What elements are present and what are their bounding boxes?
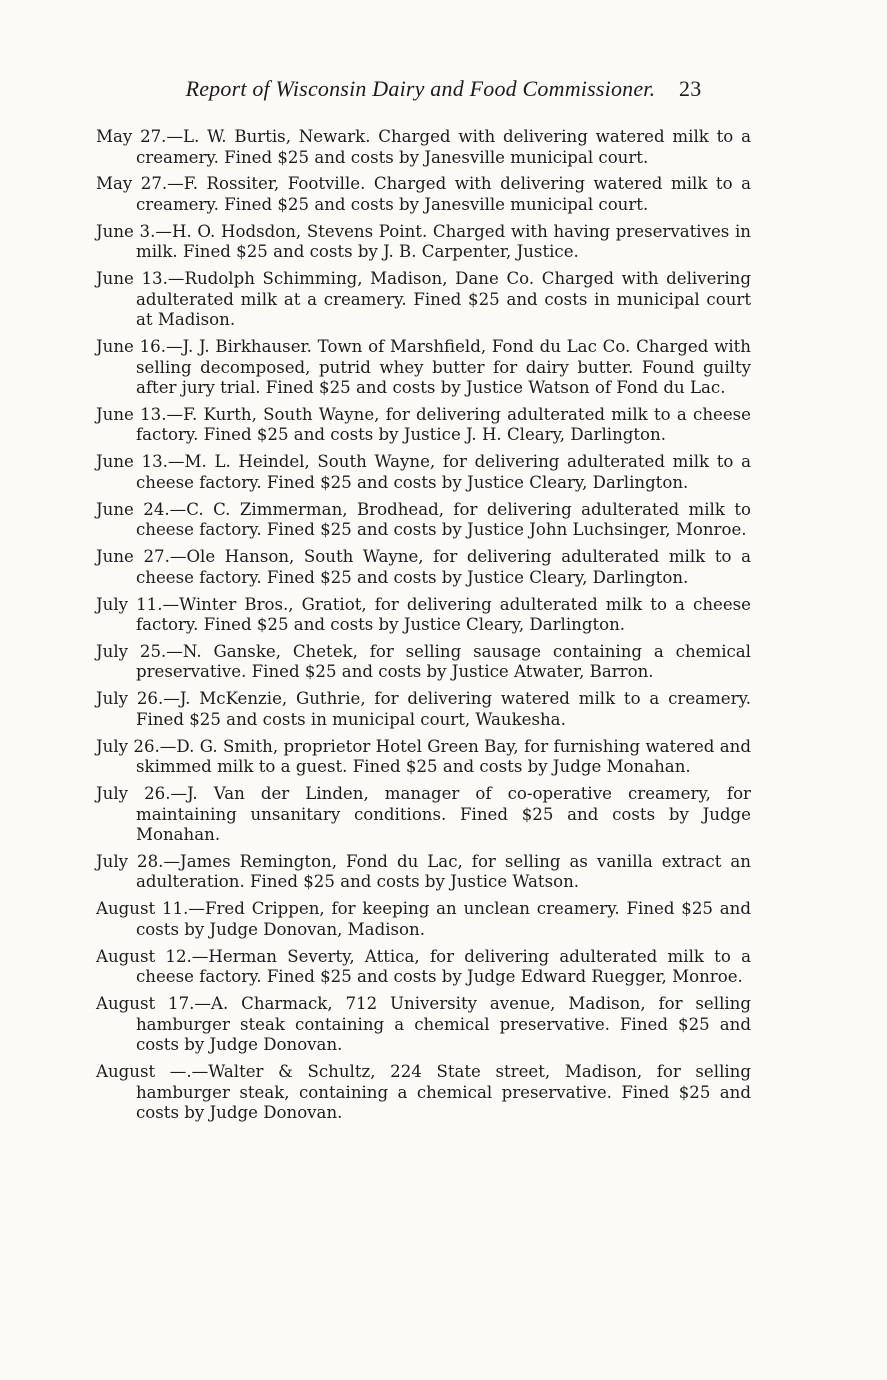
- case-entry: August 12.—Herman Severty, Attica, for delivering adulterated milk to a cheese factory. Fined $25 and costs by Judge Edward Ruegger, Monroe.: [96, 946, 751, 987]
- case-entry: June 3.—H. O. Hodsdon, Stevens Point. Charged with having preservatives in milk. Fined $25 and costs by J. B. Carpenter, Justice.: [96, 221, 751, 262]
- case-entry: June 24.—C. C. Zimmerman, Brodhead, for delivering adulterated milk to cheese factory. Fined $25 and costs by Justice John Luchsinger, Monroe.: [96, 499, 751, 540]
- case-entry: June 13.—M. L. Heindel, South Wayne, for delivering adulterated milk to a cheese factory. Fined $25 and costs by Justice Cleary, Darlington.: [96, 452, 751, 492]
- case-entry: July 28.—James Remington, Fond du Lac, for selling as vanilla extract an adulteration. Fined $25 and costs by Justice Watson.: [96, 851, 751, 892]
- court-case-list: [96, 127, 751, 1130]
- case-entry: June 13.—Rudolph Schimming, Madison, Dane Co. Charged with delivering adulterated milk at a creamery. Fined $25 and costs in municipal court at Madison.: [96, 269, 751, 330]
- case-entry: July 26.—J. Van der Linden, manager of co-operative creamery, for maintaining unsanitary conditions. Fined $25 and costs by Judge Monahan.: [96, 784, 751, 845]
- case-entry: July 11.—Winter Bros., Gratiot, for delivering adulterated milk to a cheese factory. Fined $25 and costs by Justice Cleary, Darlington.: [96, 594, 751, 635]
- case-entry: June 13.—F. Kurth, South Wayne, for delivering adulterated milk to a cheese factory. Fined $25 and costs by Justice J. H. Cleary, Darlington.: [96, 404, 751, 445]
- page-number: 23: [679, 76, 702, 101]
- case-entry: August 17.—A. Charmack, 712 University avenue, Madison, for selling hamburger steak containing a chemical preservative. Fined $25 and costs by Judge Donovan.: [96, 994, 751, 1055]
- case-entry: June 27.—Ole Hanson, South Wayne, for delivering adulterated milk to a cheese factory. Fined $25 and costs by Justice Cleary, Darlington.: [96, 547, 751, 587]
- case-entry: May 27.—L. W. Burtis, Newark. Charged with delivering watered milk to a creamery. Fined $25 and costs by Janesville municipal court.: [96, 127, 751, 167]
- case-entry: July 25.—N. Ganske, Chetek, for selling sausage containing a chemical preservative. Fined $25 and costs by Justice Atwater, Barron.: [96, 641, 751, 682]
- case-entry: August —.—Walter & Schultz, 224 State street, Madison, for selling hamburger steak, containing a chemical preservative. Fined $25 and costs by Judge Donovan.: [96, 1062, 751, 1123]
- running-header: [0, 76, 887, 102]
- case-entry: May 27.—F. Rossiter, Footville. Charged with delivering watered milk to a creamery. Fined $25 and costs by Janesville municipal court.: [96, 174, 751, 214]
- case-entry: June 16.—J. J. Birkhauser. Town of Marshfield, Fond du Lac Co. Charged with selling decomposed, putrid whey butter for dairy butter. Found guilty after jury trial. Fined $25 and costs by Justice Watson of Fond du Lac.: [96, 337, 751, 398]
- case-entry: July 26.—J. McKenzie, Guthrie, for delivering watered milk to a creamery. Fined $25 and costs in municipal court, Waukesha.: [96, 689, 751, 729]
- case-entry: July 26.—D. G. Smith, proprietor Hotel Green Bay, for furnishing watered and skimmed milk to a guest. Fined $25 and costs by Judge Monahan.: [96, 736, 751, 777]
- case-entry: August 11.—Fred Crippen, for keeping an unclean creamery. Fined $25 and costs by Judge Donovan, Madison.: [96, 899, 751, 939]
- running-title: Report of Wisconsin Dairy and Food Commissioner.: [185, 76, 656, 101]
